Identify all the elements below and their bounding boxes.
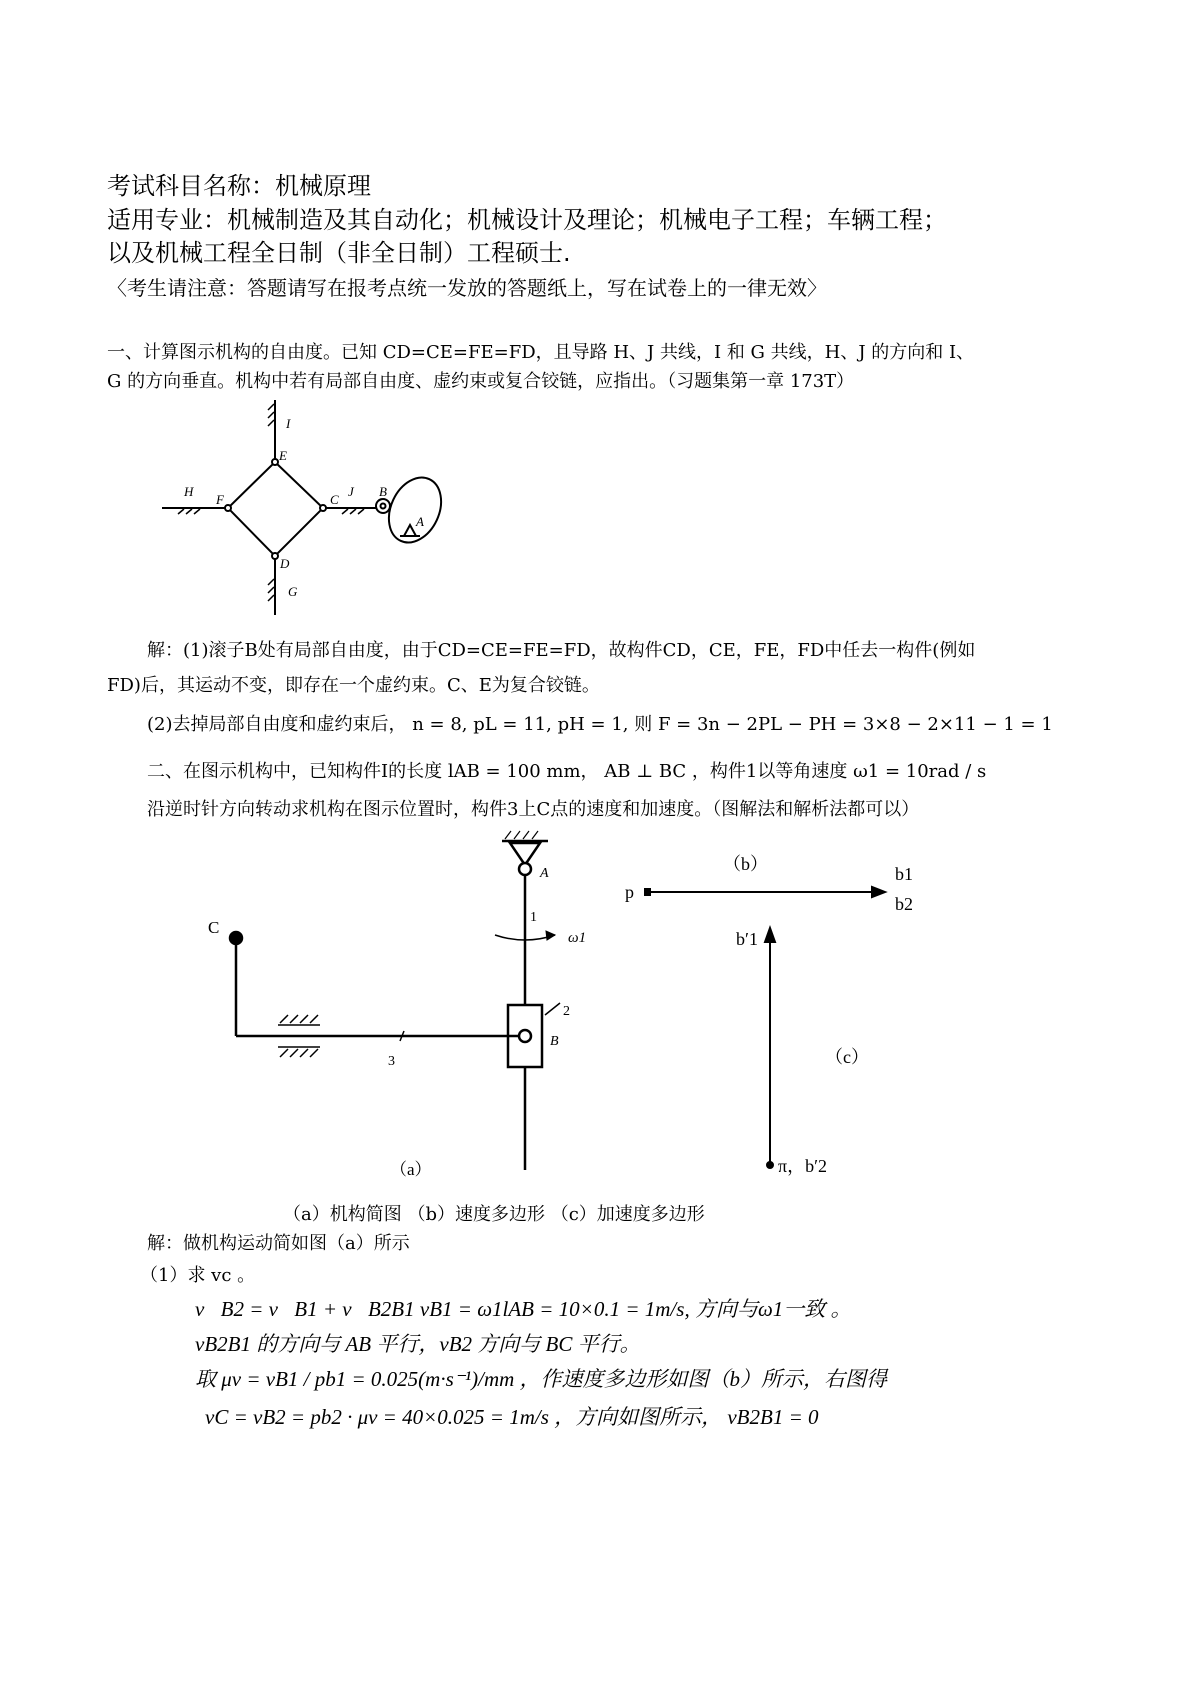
notice: 〈考生请注意：答题请写在报考点统一发放的答题纸上，写在试卷上的一律无效〉 bbox=[107, 276, 827, 300]
label-G: G bbox=[288, 584, 298, 599]
label-b1: b1 bbox=[895, 864, 913, 884]
label-D: D bbox=[280, 556, 290, 571]
label-C: C bbox=[208, 918, 220, 937]
solution-eq-1: v⃗B2 = v⃗B1 + v⃗B2B1 vB1 = ω1lAB = 10×0.1 = 1m/s, 方向与ω1一致 。 bbox=[195, 1297, 852, 1321]
figure-c-caption: （c） bbox=[825, 1047, 869, 1067]
majors-line-2: 以及机械工程全日制（非全日制）工程硕士. bbox=[107, 239, 571, 267]
label-F: F bbox=[216, 492, 224, 507]
solution-eq-2: vB2B1 的方向与 AB 平行，vB2 方向与 BC 平行。 bbox=[195, 1332, 641, 1356]
label-C: C bbox=[330, 492, 339, 507]
q1-answer-1: 解：(1)滚子B处有局部自由度，由于CD=CE=FE=FD，故构件CD，CE，FE，FD中任去一构件(例如 bbox=[147, 640, 976, 661]
label-B: B bbox=[550, 1034, 559, 1049]
solution-eq-3: 取 μv = vB1 / pb1 = 0.025(m·s⁻¹)/mm ，作速度多边形如图（b）所示，右图得 bbox=[195, 1367, 888, 1391]
solution-eq-4: vC = vB2 = pb2 · μv = 40×0.025 = 1m/s ，方向如图所示， vB2B1 = 0 bbox=[205, 1405, 819, 1429]
q1-mechanism-figure bbox=[150, 390, 460, 630]
label-pi-b2-prime: π，b′2 bbox=[778, 1156, 828, 1176]
solution-intro: 解：做机构运动简如图（a）所示 bbox=[147, 1233, 410, 1254]
figure-caption: （a）机构简图 （b）速度多边形 （c）加速度多边形 bbox=[283, 1204, 705, 1225]
q1-text-1: 一、计算图示机构的自由度。已知 CD=CE=FE=FD，且导路 H、J 共线，I 和 G 共线，H、J 的方向和 I、 bbox=[107, 342, 975, 363]
q2-text-2: 沿逆时针方向转动求机构在图示位置时，构件3上C点的速度和加速度。（图解法和解析法都可以） bbox=[147, 799, 920, 820]
label-A: A bbox=[540, 866, 549, 881]
label-p: p bbox=[625, 882, 634, 902]
label-E: E bbox=[279, 448, 287, 463]
label-B: B bbox=[379, 484, 387, 499]
q2-figure-a-mechanism bbox=[190, 825, 610, 1185]
label-J: J bbox=[348, 484, 354, 499]
q1-text-2: G 的方向垂直。机构中若有局部自由度、虚约束或复合铰链，应指出。（习题集第一章 173T） bbox=[107, 371, 855, 392]
label-3: 3 bbox=[388, 1054, 395, 1069]
label-H: H bbox=[184, 484, 194, 499]
subject-title: 考试科目名称：机械原理 bbox=[107, 172, 371, 200]
label-1: 1 bbox=[530, 910, 537, 925]
figure-b-caption: （b） bbox=[723, 854, 768, 874]
label-2: 2 bbox=[563, 1004, 570, 1019]
q2-text-1: 二、在图示机构中，已知构件I的长度 lAB = 100 mm， AB ⊥ BC ，构件1以等角速度 ω1 = 10rad / s bbox=[147, 761, 987, 782]
solution-step-1: （1）求 vc 。 bbox=[140, 1265, 256, 1286]
q1-answer-2: FD)后，其运动不变，即存在一个虚约束。C、E为复合铰链。 bbox=[107, 675, 600, 696]
label-b2: b2 bbox=[895, 894, 913, 914]
label-A: A bbox=[416, 514, 424, 529]
figure-a-caption: （a） bbox=[390, 1160, 432, 1179]
q2-figure-bc-polygons bbox=[610, 840, 940, 1190]
q1-answer-3: (2)去掉局部自由度和虚约束后， n = 8, pL = 11, pH = 1, 则 F = 3n − 2PL − PH = 3×8 − 2×11 − 1 = 1 bbox=[147, 714, 1053, 735]
label-b1-prime: b′1 bbox=[736, 929, 758, 949]
majors-line-1: 适用专业：机械制造及其自动化；机械设计及理论；机械电子工程；车辆工程； bbox=[107, 206, 947, 234]
label-I: I bbox=[286, 416, 291, 431]
label-omega1: ω1 bbox=[568, 930, 587, 946]
